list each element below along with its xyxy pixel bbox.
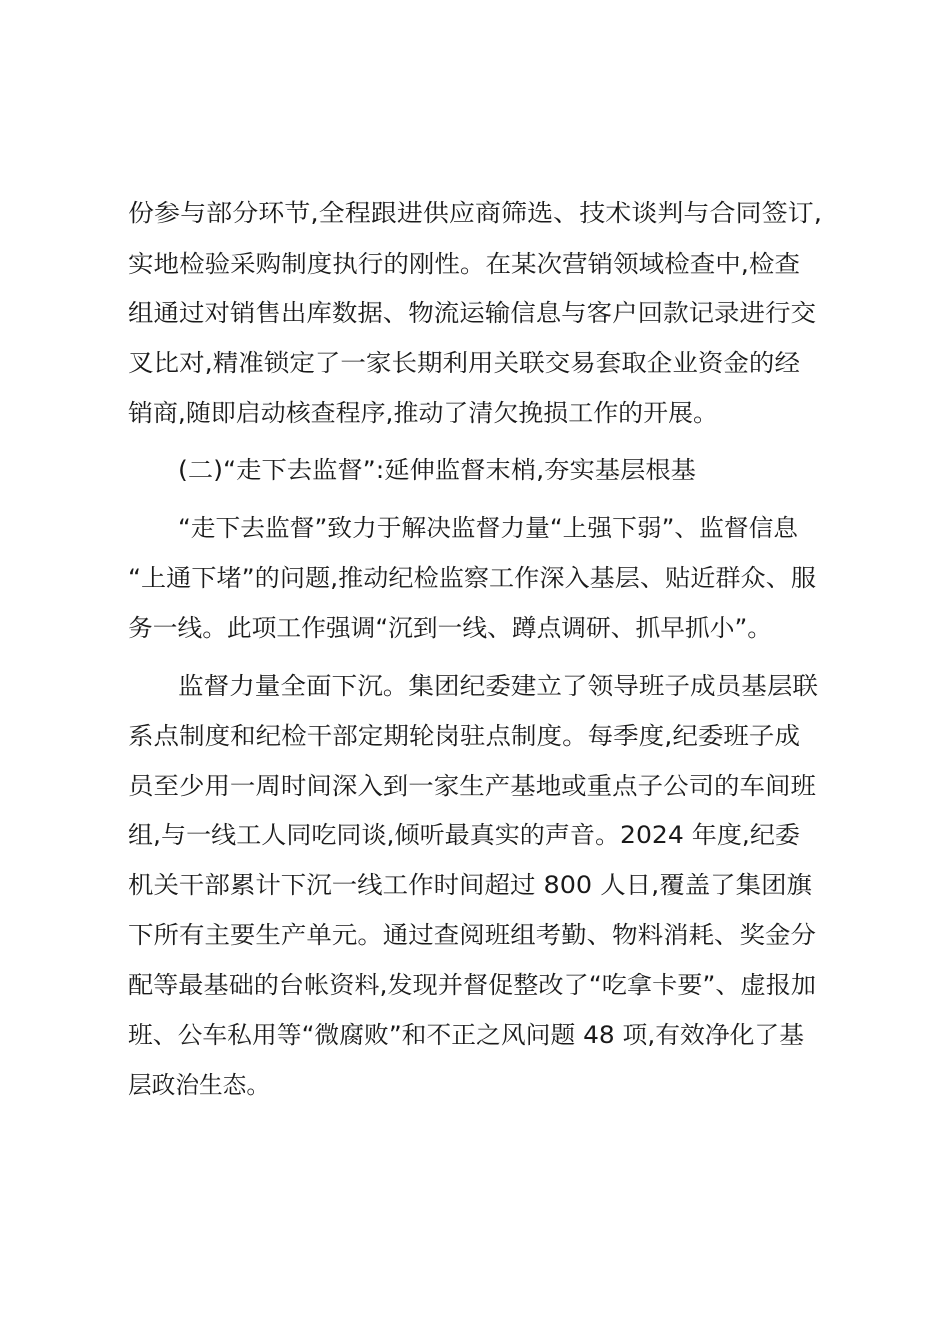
line-text: 叉比对,精准锁定了一家长期利用关联交易套取企业资金的经 [128, 349, 801, 377]
line-text: 班、公车私用等“微腐败”和不正之风问题 48 项,有效净化了基 [128, 1021, 805, 1049]
line-text: 机关干部累计下沉一线工作时间超过 800 人日,覆盖了集团旗 [128, 871, 813, 899]
line-text: 系点制度和纪检干部定期轮岗驻点制度。每季度,纪委班子成 [128, 722, 801, 750]
line-text: 监督力量全面下沉。集团纪委建立了领导班子成员基层联 [178, 672, 819, 700]
line-text: 销商,随即启动核查程序,推动了清欠挽损工作的开展。 [128, 399, 719, 427]
line-text: 员至少用一周时间深入到一家生产基地或重点子公司的车间班 [128, 772, 816, 800]
line-text: 配等最基础的台帐资料,发现并督促整改了“吃拿卡要”、虚报加 [128, 971, 817, 999]
line-text: “上通下堵”的问题,推动纪检监察工作深入基层、贴近群众、服 [128, 564, 817, 592]
line-text: “走下去监督”致力于解决监督力量“上强下弱”、监督信息 [178, 514, 799, 542]
line-text: 组通过对销售出库数据、物流运输信息与客户回款记录进行交 [128, 299, 816, 327]
line-text: 实地检验采购制度执行的刚性。在某次营销领域检查中,检查 [128, 250, 801, 278]
line-text: 务一线。此项工作强调“沉到一线、蹲点调研、抓早抓小”。 [128, 614, 772, 642]
heading-text: (二)“走下去监督”:延伸监督末梢,夯实基层根基 [178, 456, 696, 484]
line-text: 层政治生态。 [128, 1071, 270, 1099]
line-text: 份参与部分环节,全程跟进供应商筛选、技术谈判与合同签订, [128, 199, 822, 227]
line-text: 下所有主要生产单元。通过查阅班组考勤、物料消耗、奖金分 [128, 921, 816, 949]
line-text: 组,与一线工人同吃同谈,倾听最真实的声音。2024 年度,纪委 [128, 821, 800, 849]
